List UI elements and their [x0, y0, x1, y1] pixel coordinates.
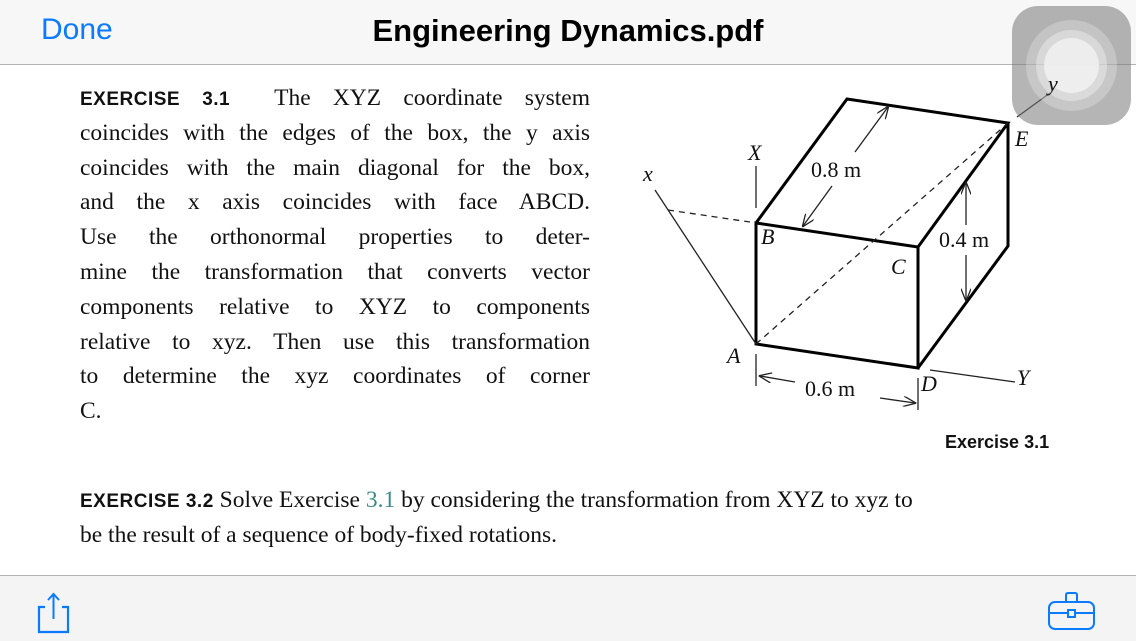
dim-depth: 0.8 m — [811, 157, 862, 182]
exercise-label: EXERCISE 3.1 — [80, 89, 231, 110]
x-axis-line — [655, 190, 756, 344]
done-button[interactable]: Done — [41, 13, 113, 46]
label-D: D — [921, 371, 937, 396]
exercise-3-2: EXERCISE 3.2 Solve Exercise 3.1 by considering the transformation from XYZ to xyz to be the result of a sequence of body-fixed rotations. — [80, 487, 913, 548]
text-line: relative to xyz. Then use this transformation — [80, 328, 590, 355]
exercise-3-1: EXERCISE 3.1 The XYZ coordinate system coincides with the edges of the box, the y axis coincides with the main diagonal for the box, and the x axis coincides with face ABCD. Use the orthonormal properties to deter- mine the transformation that converts vector components relative to XYZ to components relative to xyz. Then use this transformation to determine the xyz coordinates of corner C. — [80, 81, 590, 429]
text-line: mine the transformation that converts vector — [80, 258, 590, 285]
label-C: C — [891, 254, 906, 279]
text-line: components relative to XYZ to components — [80, 293, 590, 320]
exercise-label: EXERCISE 3.2 — [80, 491, 214, 512]
text-line: coincides with the edges of the box, the y axis — [80, 119, 590, 146]
text-line: coincides with the main diagonal for the box, — [80, 154, 590, 181]
text-line: C. — [80, 398, 102, 425]
assistive-touch-button[interactable] — [1012, 6, 1131, 125]
text-line: and the x axis coincides with face ABCD. — [80, 189, 590, 216]
label-Y: Y — [1017, 365, 1030, 390]
label-E: E — [1015, 126, 1029, 151]
figure-caption: Exercise 3.1 — [945, 432, 1050, 452]
share-icon[interactable] — [36, 590, 72, 636]
text-line: Use the orthonormal properties to deter- — [80, 224, 590, 251]
label-x: x — [643, 161, 653, 186]
label-B: B — [761, 224, 775, 249]
exercise-link[interactable]: 3.1 — [365, 487, 396, 513]
toolbox-icon[interactable] — [1046, 590, 1098, 632]
document-title: Engineering Dynamics.pdf — [372, 13, 764, 48]
bottom-toolbar — [0, 575, 1136, 641]
text-line: to determine the xyz coordinates of corner — [80, 363, 590, 390]
label-X: X — [748, 140, 762, 165]
label-y: y — [1048, 71, 1058, 96]
Y-axis-line — [930, 370, 1015, 382]
dim-width: 0.6 m — [805, 376, 856, 401]
dim-height: 0.4 m — [939, 227, 990, 252]
label-A: A — [727, 343, 741, 368]
